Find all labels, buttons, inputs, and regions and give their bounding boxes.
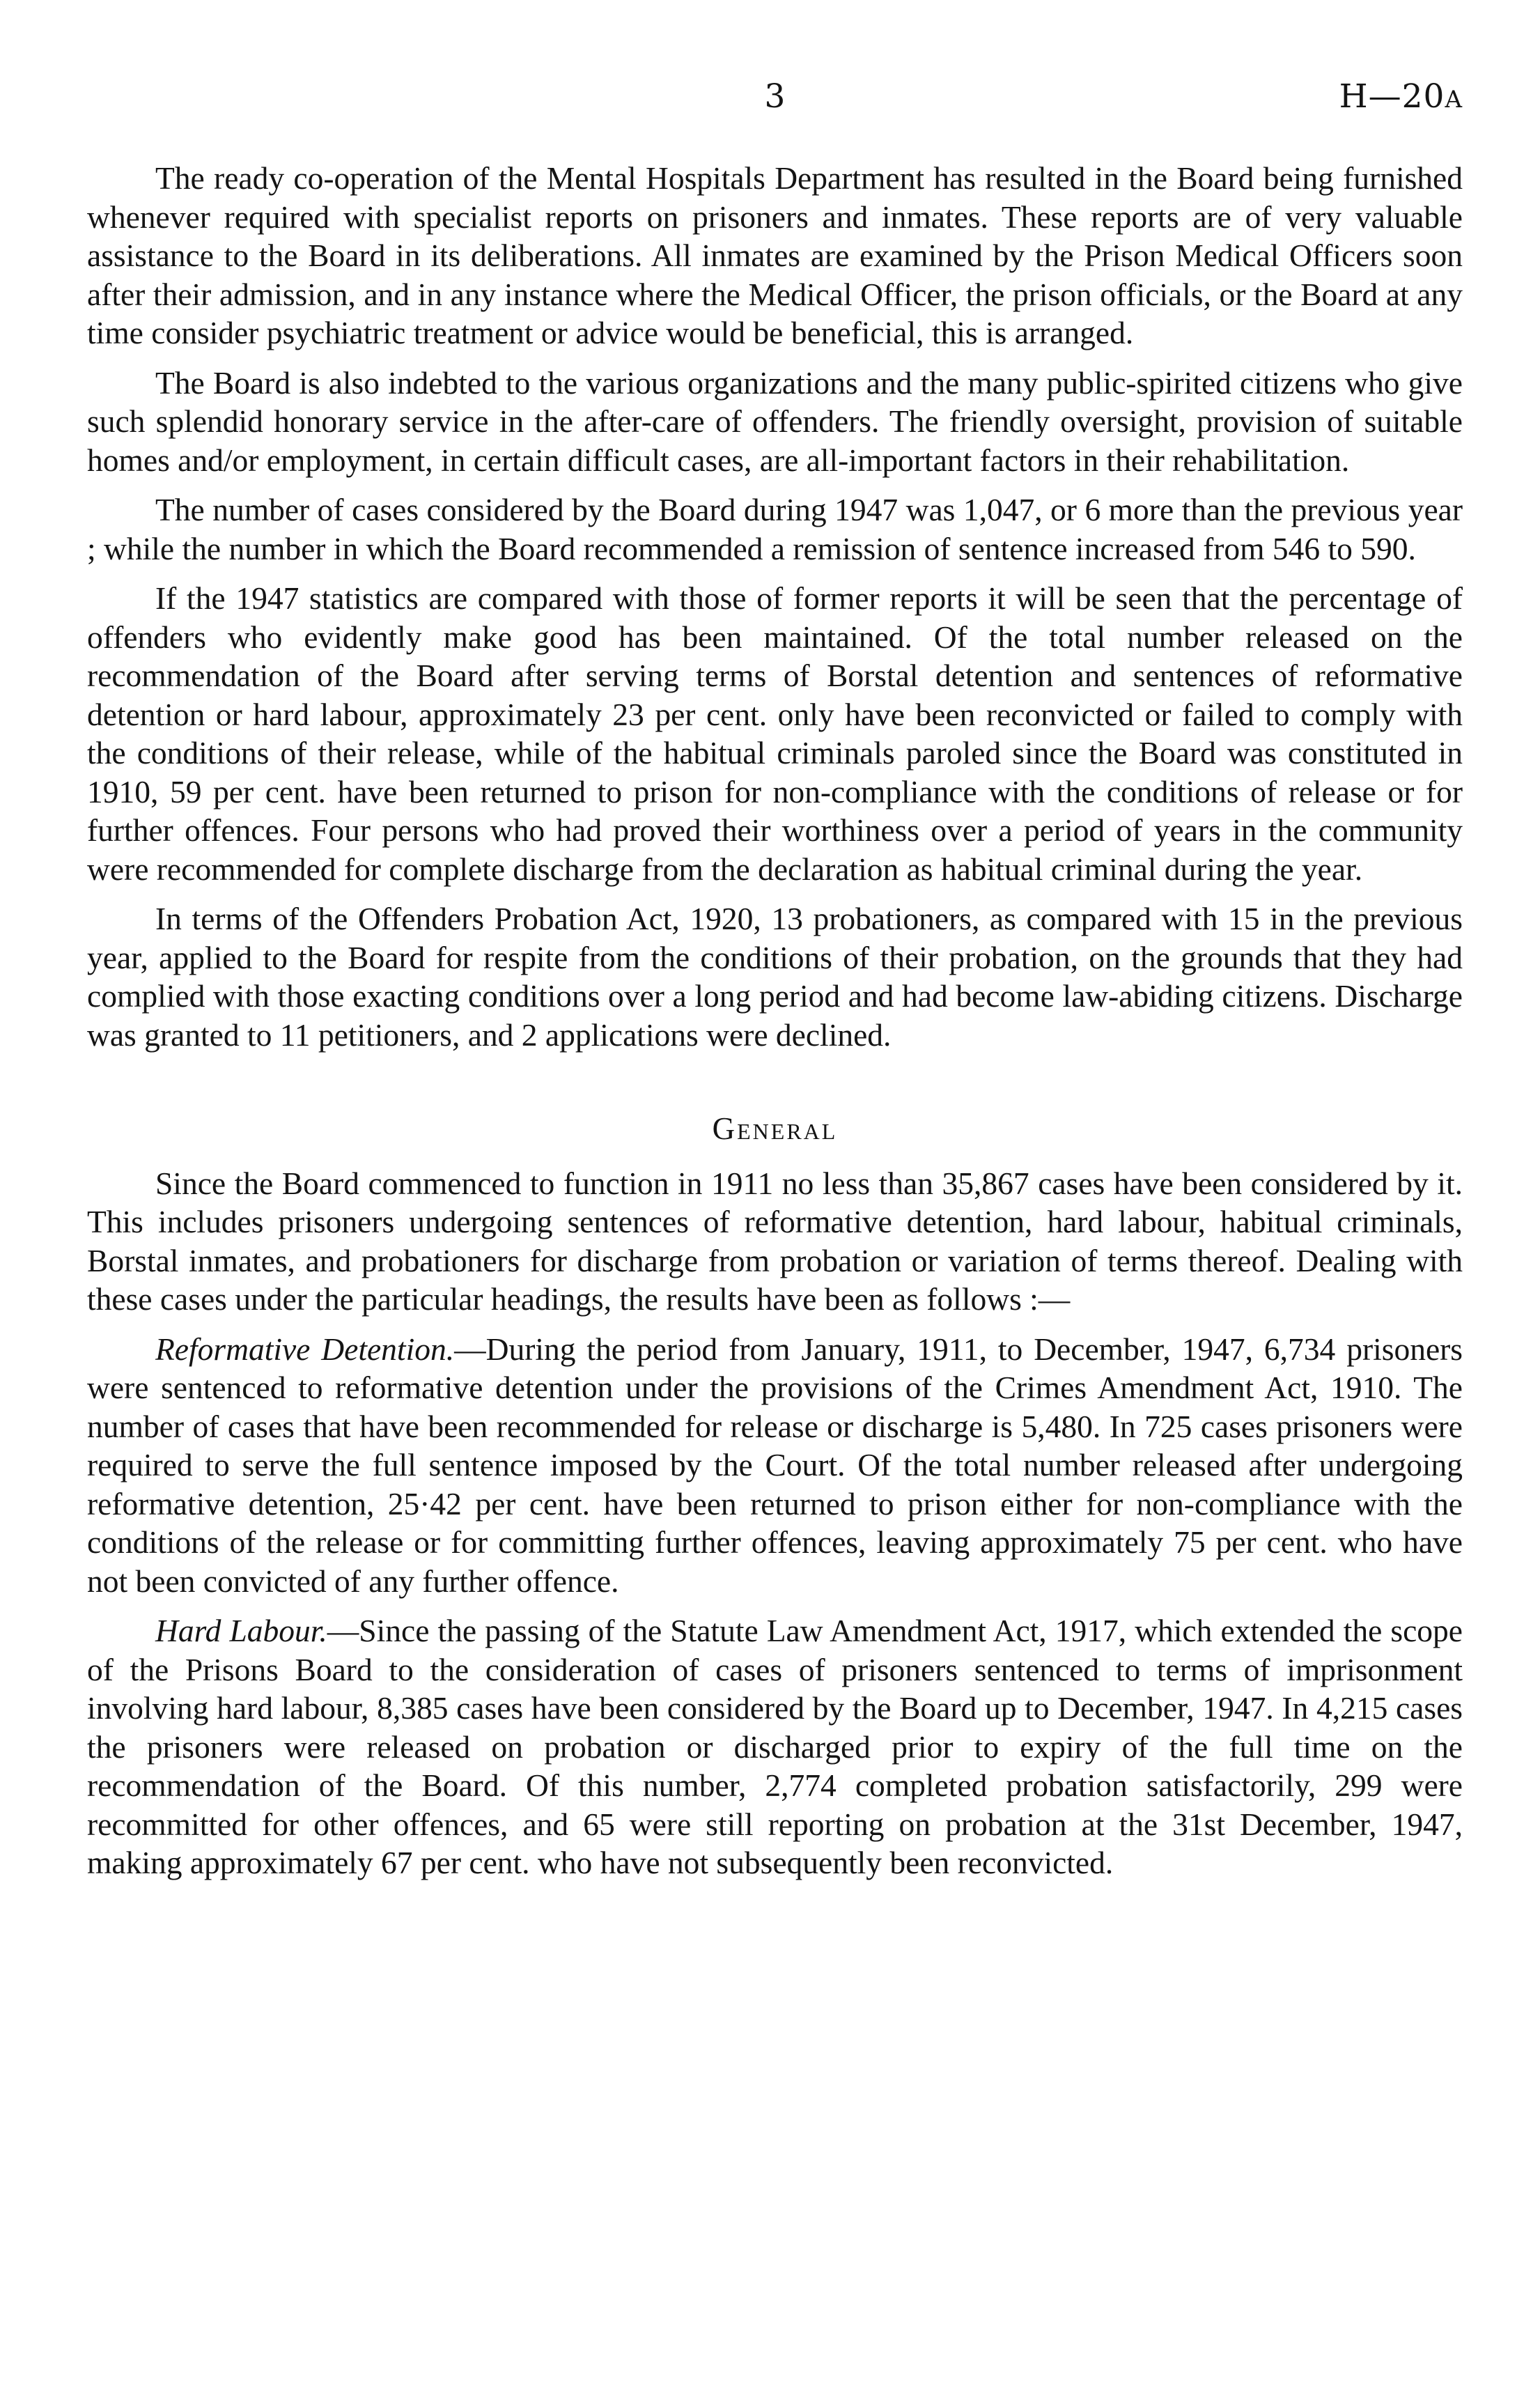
paragraph-statistics: If the 1947 statistics are compared with those of former reports it will be seen that the percentage of offenders who evidently make good has been maintained. Of the total number released on the recommendation of the Board after serving terms of Borstal detention and sentences of reformative detention or hard labour, approximately 23 per cent. only have been reconvicted or failed to comply with the conditions of their release, while of the habitual criminals paroled since the Board was constituted in 1910, 59 per cent. have been returned to prison for non-compliance with the conditions of release or for further offences. Four persons who had proved their worthiness over a period of years in the community were recommended for complete discharge from the declaration as habitual criminal during the year. [87, 580, 1463, 887]
page-header [87, 72, 1463, 121]
document-reference-main: H—20 [1339, 77, 1445, 116]
paragraph-after-care: The Board is also indebted to the various organizations and the many public-spirited citizens who give such splendid honorary service in the after-care of offenders. The friendly oversight, provision of suitable homes and/or employment, in certain difficult cases, are all-important factors in their rehabilitation. [87, 364, 1463, 478]
document-reference [1339, 72, 1463, 124]
body-text [87, 159, 1463, 1894]
paragraph-reformative-detention [87, 1330, 1463, 1601]
paragraph-cases-1947: The number of cases considered by the Board during 1947 was 1,047, or 6 more than the previous year ; while the number in which the Board recommended a remission of sentence increased from 546 to 590. [87, 492, 1463, 566]
document-reference-suffix: A [1445, 86, 1463, 114]
paragraph-mental-hospitals: The ready co-operation of the Mental Hospitals Department has resulted in the Board being furnished whenever required with specialist reports on prisoners and inmates. These reports are of very valuable assistance to the Board in its deliberations. All inmates are examined by the Prison Medical Officers soon after their admission, and in any instance where the Medical Officer, the prison officials, or the Board at any time consider psychiatric treatment or advice would be beneficial, this is arranged. [87, 160, 1463, 350]
paragraph-hard-labour [87, 1611, 1463, 1882]
page-number: 3 [764, 77, 786, 116]
paragraph-probation-act: In terms of the Offenders Probation Act, 1920, 13 probationers, as compared with 15 in the previous year, applied to the Board for respite from the conditions of their probation, on the grounds that they had complied with those exacting conditions over a long period and had become law-abiding citizens. Discharge was granted to 11 petitioners, and 2 applications were declined. [87, 901, 1463, 1053]
section-heading-general: General [712, 1111, 838, 1146]
reformative-detention-text: —During the period from January, 1911, to December, 1947, 6,734 prisoners were sentenced to reformative detention under the provisions of the Crimes Amendment Act, 1910. The number of cases that have been recommended for release or discharge is 5,480. In 725 cases prisoners were required to serve the full sentence imposed by the Court. Of the total number released after undergoing reformative detention, 25·42 per cent. have been returned to prison either for non-compliance with the conditions of the release or for committing further offences, leaving approximately 75 per cent. who have not been convicted of any further offence. [87, 1331, 1463, 1599]
hard-labour-text: —Since the passing of the Statute Law Amendment Act, 1917, which extended the scope of the Prisons Board to the consideration of cases of prisoners sentenced to terms of imprisonment involving hard labour, 8,385 cases have been considered by the Board up to December, 1947. In 4,215 cases the prisoners were released on probation or discharged prior to expiry of the full time on the recommendation of the Board. Of this number, 2,774 completed probation satisfactorily, 299 were recommitted for other offences, and 65 were still reporting on probation at the 31st December, 1947, making approximately 67 per cent. who have not subsequently been reconvicted. [87, 1613, 1463, 1880]
paragraph-general-intro: Since the Board commenced to function in 1911 no less than 35,867 cases have been considered by it. This includes prisoners undergoing sentences of reformative detention, hard labour, habitual criminals, Borstal inmates, and probationers for discharge from probation or variation of terms thereof. Dealing with these cases under the particular headings, the results have been as follows :— [87, 1165, 1463, 1317]
hard-labour-heading: Hard Labour. [155, 1613, 327, 1648]
reformative-detention-heading: Reformative Detention. [155, 1331, 455, 1367]
